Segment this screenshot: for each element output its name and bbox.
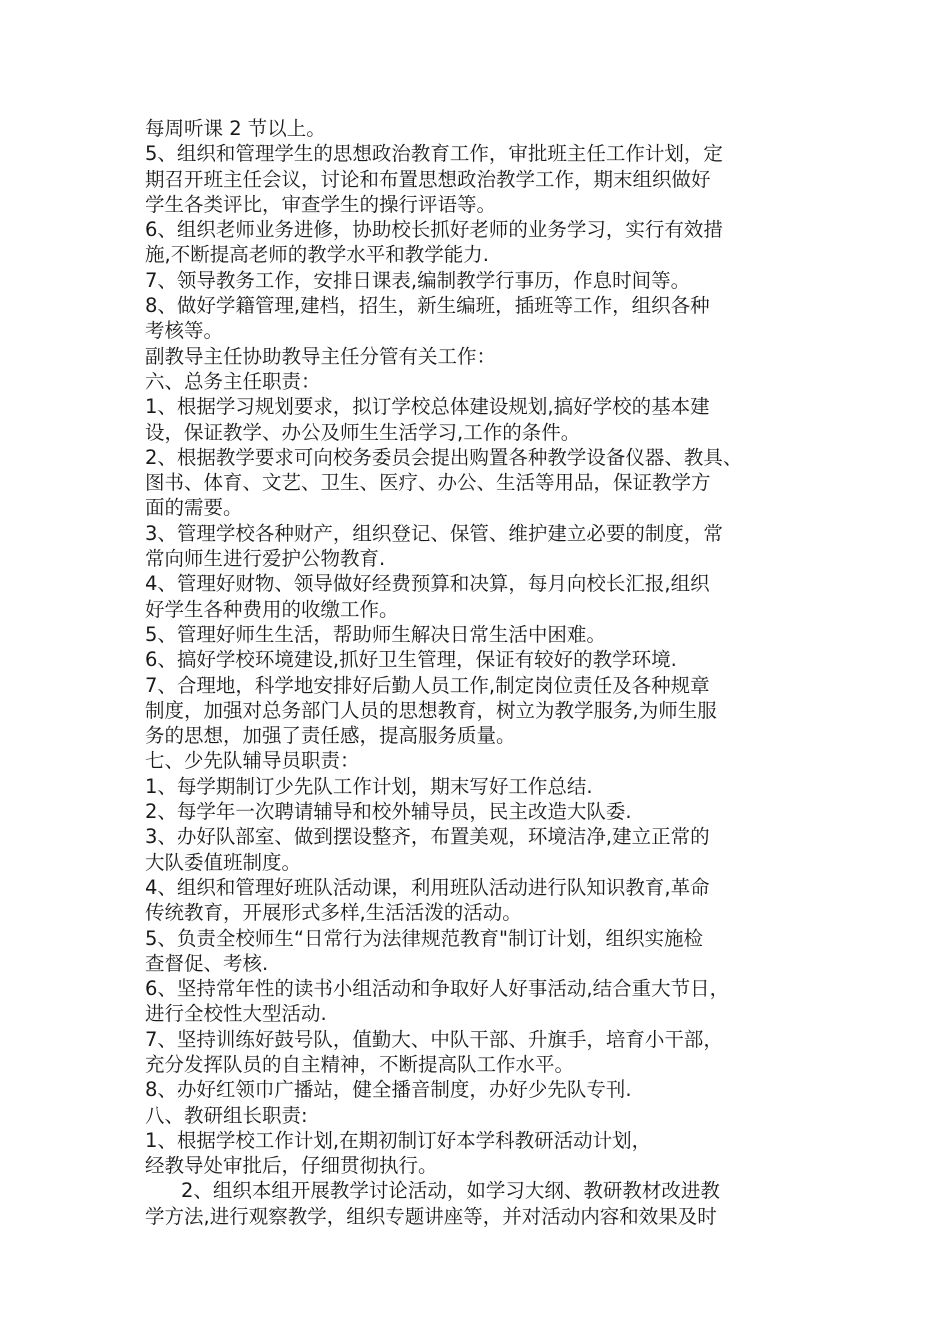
text-line: 务的思想，加强了责任感，提高服务质量。 bbox=[145, 724, 516, 748]
text-line: 6、坚持常年性的读书小组活动和争取好人好事活动,结合重大节日， bbox=[145, 977, 730, 1001]
text-line: 期召开班主任会议，讨论和布置思想政治教学工作，期末组织做好 bbox=[145, 167, 711, 191]
text-line: 面的需要。 bbox=[145, 496, 243, 520]
document-body bbox=[145, 116, 835, 1229]
text-line: 每周听课 2 节以上。 bbox=[145, 117, 326, 140]
text-line: 副教导主任协助教导主任分管有关工作： bbox=[145, 344, 497, 368]
text-line: 常向师生进行爱护公物教育. bbox=[145, 547, 386, 571]
section-heading: 六、总务主任职责： bbox=[145, 369, 321, 393]
text-line: 学方法,进行观察教学，组织专题讲座等，并对活动内容和效果及时 bbox=[145, 1204, 717, 1228]
text-line: 图书、体育、文艺、卫生、医疗、办公、生活等用品，保证教学方 bbox=[145, 471, 711, 495]
text-line: 2、根据教学要求可向校务委员会提出购置各种教学设备仪器、教具、 bbox=[145, 445, 743, 469]
text-line: 5、管理好师生生活，帮助师生解决日常生活中困难。 bbox=[145, 622, 606, 646]
section-heading: 七、少先队辅导员职责： bbox=[145, 749, 360, 773]
text-line: 传统教育，开展形式多样,生活活泼的活动。 bbox=[145, 901, 522, 925]
text-line: 4、管理好财物、领导做好经费预算和决算，每月向校长汇报,组织 bbox=[145, 572, 710, 596]
text-line: 学生各类评比，审查学生的操行评语等。 bbox=[145, 192, 497, 216]
text-line: 2、每学年一次聘请辅导和校外辅导员，民主改造大队委. bbox=[145, 800, 632, 824]
text-line: 7、合理地，科学地安排好后勤人员工作,制定岗位责任及各种规章 bbox=[145, 673, 710, 697]
text-line: 6、搞好学校环境建设,抓好卫生管理，保证有较好的教学环境. bbox=[145, 648, 677, 672]
text-line: 设，保证教学、办公及师生生活学习,工作的条件。 bbox=[145, 420, 581, 444]
text-line: 8、做好学籍管理,建档，招生，新生编班，插班等工作，组织各种 bbox=[145, 294, 710, 318]
text-line: 大队委值班制度。 bbox=[145, 850, 302, 874]
section-heading: 八、教研组长职责: bbox=[145, 1103, 308, 1127]
text-line: 考核等。 bbox=[145, 319, 224, 343]
text-line: 6、组织老师业务进修，协助校长抓好老师的业务学习，实行有效措 bbox=[145, 218, 723, 242]
text-line: 3、管理学校各种财产，组织登记、保管、维护建立必要的制度，常 bbox=[145, 521, 723, 545]
text-line: 1、每学期制订少先队工作计划，期末写好工作总结. bbox=[145, 774, 593, 798]
text-line: 8、办好红领巾广播站，健全播音制度，办好少先队专刊. bbox=[145, 1078, 632, 1102]
text-line: 1、根据学校工作计划,在期初制订好本学科教研活动计划， bbox=[145, 1128, 652, 1152]
text-line: 7、坚持训练好鼓号队，值勤大、中队干部、升旗手，培育小干部， bbox=[145, 1027, 723, 1051]
text-line: 5、负责全校师生“日常行为法律规范教育"制订计划，组织实施检 bbox=[145, 926, 703, 950]
text-line: 充分发挥队员的自主精神，不断提高队工作水平。 bbox=[145, 1052, 575, 1076]
text-line: 2、组织本组开展教学讨论活动，如学习大纲、教研教材改进教 bbox=[181, 1179, 720, 1203]
text-line: 查督促、考核. bbox=[145, 951, 269, 975]
text-line: 5、组织和管理学生的思想政治教育工作，审批班主任工作计划，定 bbox=[145, 142, 723, 166]
text-line: 经教导处审批后，仔细贯彻执行。 bbox=[145, 1154, 438, 1178]
text-line: 进行全校性大型活动. bbox=[145, 1002, 327, 1026]
text-line: 1、根据学习规划要求，拟订学校总体建设规划,搞好学校的基本建 bbox=[145, 395, 710, 419]
text-line: 3、办好队部室、做到摆设整齐，布置美观，环境洁净,建立正常的 bbox=[145, 825, 710, 849]
text-line: 施,不断提高老师的教学水平和教学能力. bbox=[145, 243, 489, 267]
text-line: 4、组织和管理好班队活动课，利用班队活动进行队知识教育,革命 bbox=[145, 875, 710, 899]
text-line: 7、领导教务工作，安排日课表,编制教学行事历，作息时间等。 bbox=[145, 268, 691, 292]
text-line: 制度，加强对总务部门人员的思想教育，树立为教学服务,为师生服 bbox=[145, 698, 717, 722]
text-line: 好学生各种费用的收缴工作。 bbox=[145, 597, 399, 621]
